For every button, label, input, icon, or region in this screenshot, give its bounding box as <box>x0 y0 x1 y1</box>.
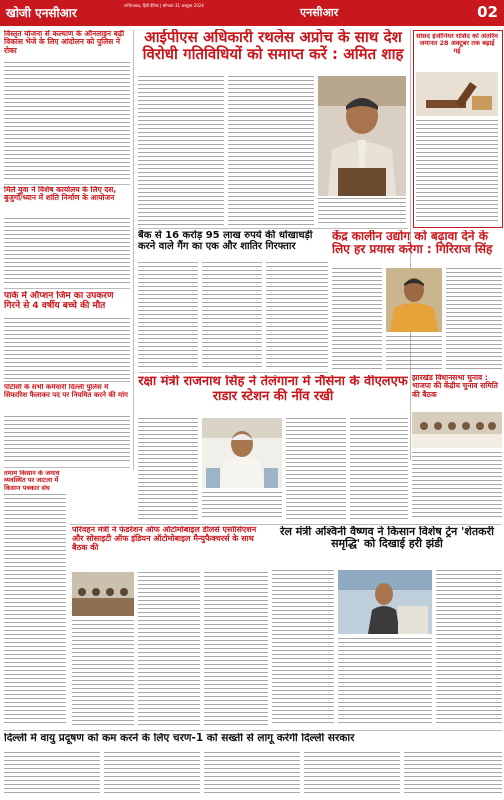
photo-giriraj <box>386 268 442 332</box>
article-body <box>202 262 262 370</box>
article-body <box>272 570 334 726</box>
divider <box>4 288 130 289</box>
article-body <box>332 268 382 372</box>
article-body <box>204 752 300 796</box>
headline-delhi: दिल्ली में वायु प्रदूषण को कम करने के लिए चरण-1 को सख्ती से लागू करेगी दिल्ली सरकार <box>4 733 355 744</box>
headline-left4: पीटीसी के सभी कर्मचारी दिल्ली पुलिस में सिफारिश फैलाकर पद पर नियमित करने की मांग <box>4 384 128 399</box>
article-body <box>138 76 224 226</box>
article-body <box>4 494 66 724</box>
article-body <box>446 268 502 372</box>
headline-left5: तमाम किसान के जमाव व्यवस्थित पर जाटला में किसान पत्रकार संघ <box>4 470 60 492</box>
divider <box>4 730 502 731</box>
article-body <box>104 752 200 796</box>
article-body <box>412 452 502 520</box>
masthead-subline: गाजियाबाद, हिंदी दैनिक | सोमवार 31 अक्टूबर 2024 <box>124 3 204 8</box>
divider <box>138 372 328 373</box>
article-body <box>228 76 314 226</box>
headline-left3: पार्क में ऑप्शन जिम का उपकरण गिरने से 4 वर्षीय बच्चे की मौत <box>4 291 114 312</box>
headline-left2: मिले युवा ने विशेष कार्यालय के लिए दस, बुजुर्गों/ध्यान में शांति निर्माण के आयोजन <box>4 186 117 203</box>
article-body <box>202 492 282 520</box>
article-body <box>266 262 328 370</box>
article-body <box>338 638 432 726</box>
article-body <box>350 418 408 520</box>
column-divider <box>133 30 134 470</box>
article-body <box>436 570 502 726</box>
headline-kendra: केंद्र कालीन उद्योग को बढ़ावा देने के लिए हर प्रयास करेगा : गिरिराज सिंह <box>332 230 493 257</box>
divider <box>4 184 130 185</box>
article-body <box>4 416 130 464</box>
photo-amit-shah <box>318 76 406 196</box>
article-body <box>4 62 130 182</box>
headline-defence: रक्षा मंत्री राजनाथ सिंह ने तेलंगाना में नौसेना के वीएलएफ राडार स्टेशन की नींव रखी <box>138 375 408 404</box>
photo-transport-meeting <box>72 572 134 616</box>
article-body <box>318 198 406 226</box>
photo-jharkhand-meeting <box>412 412 502 448</box>
divider <box>4 467 130 468</box>
divider <box>4 381 130 382</box>
divider <box>70 524 502 525</box>
article-body <box>204 572 268 726</box>
headline-jharkhand: झारखंड विधानसभा चुनाव : भाजपा की केंद्रीय चुनाव समिति की बैठक <box>412 374 498 399</box>
article-body <box>404 752 502 796</box>
headline-rail: रेल मंत्री अश्विनी वैष्णव ने किसान विशेष ट्रेन 'शेतकरी समृद्धि' को दिखाई हरी झंडी <box>280 526 494 551</box>
headline-bank: बैंक से 16 करोड़ 95 लाख रुपये की धोखाधड़ी करने वाले गैंग का एक और शातिर गिरफ्तार <box>138 230 313 253</box>
section-title: एनसीआर <box>300 6 339 19</box>
article-body <box>4 218 130 286</box>
article-body <box>72 620 134 726</box>
page-number: 02 <box>477 3 498 21</box>
article-body <box>4 318 130 380</box>
masthead <box>0 0 504 26</box>
article-body <box>416 120 498 224</box>
article-body <box>4 752 100 796</box>
divider <box>138 228 408 229</box>
article-body <box>304 752 400 796</box>
headline-left1: विस्तृत योजना से कल्याण के ऑनलाइन बढ़ी विकास भेजे के लिए आंदोलन को पुलिस ने रोका <box>4 30 125 55</box>
article-body <box>386 336 442 372</box>
masthead-brand: खोजी एनसीआर <box>6 6 77 20</box>
article-body <box>138 418 198 520</box>
article-body <box>138 572 200 726</box>
headline-right-top: सांसद इंजीनियर राशिद को अंतरिम जमानत 28 अक्टूबर तक बढ़ाई गई <box>416 33 498 55</box>
headline-parivahan: परिवहन मंत्री ने फेडरेशन ऑफ ऑटोमोबाइल डीलर्स एसोसिएशन और सोसाइटी ऑफ इंडियन ऑटोमोबाइल मैन्युफैक्चरर्स के साथ बैठक की <box>72 526 257 552</box>
article-body <box>138 262 198 370</box>
headline-main: आईपीएस अधिकारी रथलेस अप्रोच के साथ देश विरोधी गतिविधियों को समाप्त करें : अमित शाह <box>142 29 404 63</box>
photo-rail-minister <box>338 570 432 634</box>
article-body <box>286 418 346 520</box>
photo-court <box>416 72 498 116</box>
photo-rajnath <box>202 418 282 488</box>
